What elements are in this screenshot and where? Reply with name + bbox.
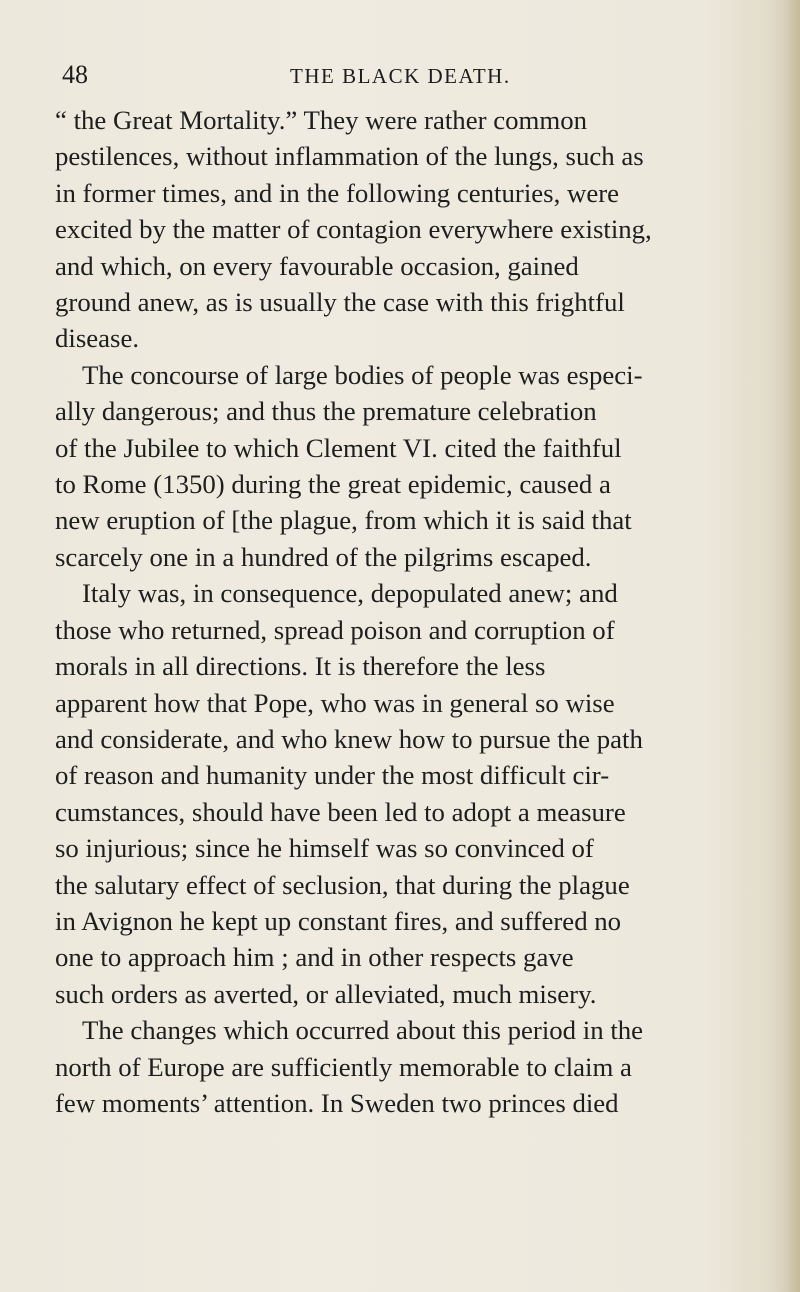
text-line: cumstances, should have been led to adopt a measure <box>55 796 626 827</box>
paragraph-start-line: The concourse of large bodies of people was especi- <box>82 359 643 390</box>
text-line: excited by the matter of contagion everywhere existing, <box>55 214 652 245</box>
text-line: to Rome (1350) during the great epidemic, caused a <box>55 469 611 500</box>
text-line: apparent how that Pope, who was in general so wise <box>55 687 615 718</box>
text-line: those who returned, spread poison and corruption of <box>55 614 615 645</box>
paragraph-start-line: Italy was, in consequence, depopulated anew; and <box>82 578 618 609</box>
text-line: and which, on every favourable occasion, gained <box>55 250 579 281</box>
text-line: north of Europe are sufficiently memorable to claim a <box>55 1051 632 1082</box>
text-line: such orders as averted, or alleviated, much misery. <box>55 978 597 1009</box>
text-line: disease. <box>55 323 140 354</box>
text-line: ally dangerous; and thus the premature celebration <box>55 396 597 427</box>
text-line: of the Jubilee to which Clement VI. cited the faithful <box>55 432 622 463</box>
text-line: pestilences, without inflammation of the lungs, such as <box>55 141 644 172</box>
page-number: 48 <box>62 60 88 89</box>
text-line: new eruption of [the plague, from which it is said that <box>55 505 632 536</box>
text-line: ground anew, as is usually the case with this frightful <box>55 287 625 318</box>
text-line: “ the Great Mortality.” They were rather common <box>55 105 587 135</box>
paragraph-start-line: The changes which occurred about this period in the <box>82 1015 644 1046</box>
text-line: so injurious; since he himself was so convinced of <box>55 833 594 864</box>
text-line: in former times, and in the following centuries, were <box>55 177 620 208</box>
running-title: THE BLACK DEATH. <box>290 64 511 88</box>
text-line: few moments’ attention. In Sweden two princes died <box>55 1087 619 1118</box>
text-line: the salutary effect of seclusion, that during the plague <box>55 869 630 900</box>
text-line: scarcely one in a hundred of the pilgrims escaped. <box>55 541 592 572</box>
page-header <box>62 60 762 94</box>
text-line: and considerate, and who knew how to pursue the path <box>55 723 643 754</box>
page-edge-shadow <box>786 0 800 1292</box>
text-line: in Avignon he kept up constant fires, and suffered no <box>55 905 622 936</box>
text-line: one to approach him ; and in other respects gave <box>55 942 574 973</box>
body-text <box>55 102 775 1121</box>
text-line: of reason and humanity under the most difficult cir- <box>55 760 610 791</box>
text-line: morals in all directions. It is therefore the less <box>55 651 546 682</box>
